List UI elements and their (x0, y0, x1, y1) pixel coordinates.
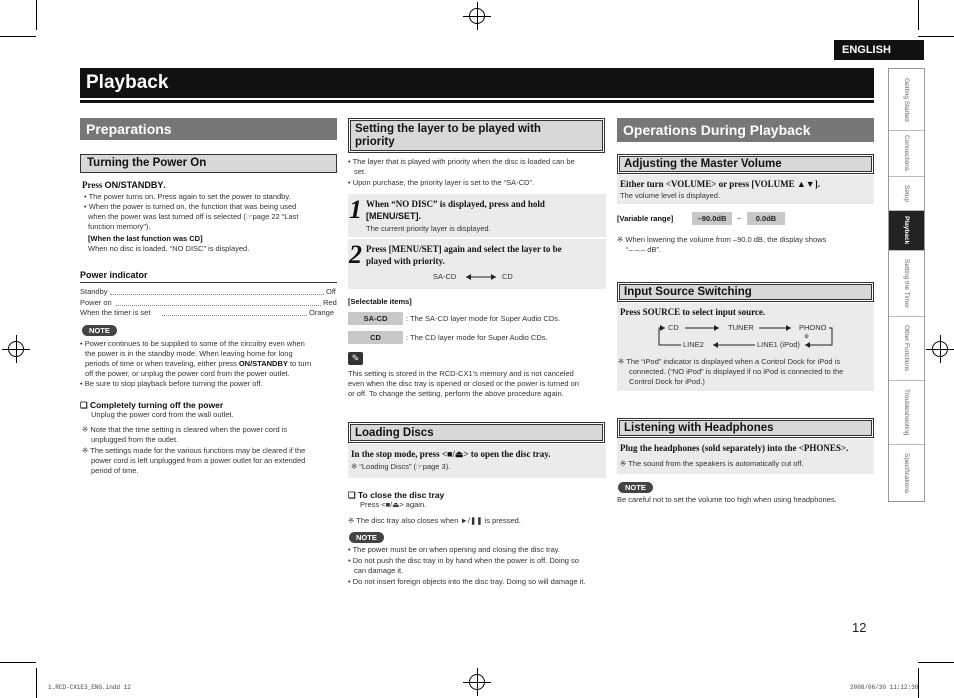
registration-mark (463, 2, 491, 30)
leader-dots (110, 294, 324, 295)
footer-file: 1.RCD-CX1E3_ENG.indd 12 (48, 684, 131, 691)
layer-option: CD (502, 272, 513, 281)
variable-range-label: [Variable range] (617, 214, 674, 223)
tab-troubleshooting[interactable]: Troubleshooting (889, 381, 924, 445)
heading-headphones: Listening with Headphones (617, 418, 874, 438)
layer-bullet: • The layer that is played with priority when the disc is loaded can be (348, 157, 575, 166)
note-text: periods of time or when traveling, either press ON/STANDBY to turn (85, 359, 312, 368)
note-text: • Do not insert foreign objects into the disc tray. Doing so will damage it. (348, 577, 586, 586)
step-1-number: 1 (349, 195, 362, 224)
layer-bullet: • Upon purchase, the priority layer is set to the “SA-CD”. (348, 178, 535, 187)
source-cd: CD (668, 323, 679, 332)
memo-text: even when the disc tray is opened or closed or the power is turned on (348, 379, 579, 388)
volume-note: “– –.– dB”. (626, 245, 662, 254)
headphones-note: Be careful not to set the volume too high when using headphones. (617, 495, 837, 504)
input-instruction: Press SOURCE to select input source. (620, 307, 766, 317)
note-text: • The power must be on when opening and closing the disc tray. (348, 545, 561, 554)
range-separator: ~ (737, 214, 742, 223)
page-number: 12 (852, 620, 867, 635)
tab-setting-timer[interactable]: Setting the Timer (889, 251, 924, 317)
registration-mark (2, 335, 30, 363)
section-operations-during-playback: Operations During Playback (617, 118, 874, 142)
completely-off-note: power cord is left unplugged from a power outlet for an extended (91, 456, 306, 465)
tab-other-functions[interactable]: Other Functions (889, 317, 924, 381)
tab-getting-started[interactable]: Getting Started (889, 69, 924, 131)
note-text: off the power, or unplug the power cord from the power outlet. (85, 369, 290, 378)
step-1-subtext: The current priority layer is displayed. (366, 224, 491, 233)
tab-specifications[interactable]: Specifications (903, 452, 910, 494)
heading-turning-power-on: Turning the Power On (80, 154, 337, 173)
loading-discs-ref: ※ “Loading Discs” (☞page 3). (351, 462, 451, 471)
range-min: –90.0dB (692, 212, 732, 225)
step-2-text: Press [MENU/SET] again and select the layer to be (366, 244, 562, 254)
step-1-key: [MENU/SET]. (366, 211, 421, 221)
indicator-label: When the timer is set (80, 308, 151, 317)
volume-instruction: Either turn <VOLUME> or press [VOLUME ▲▼]. (620, 179, 820, 189)
input-note: connected. (“NO iPod” is displayed if no iPod is connected to the (629, 367, 844, 376)
layer-bullet: set. (354, 167, 367, 176)
close-tray-note: ※ The disc tray also closes when ►/❚❚ is pressed. (348, 516, 521, 525)
note-badge: NOTE (82, 325, 117, 336)
crop-mark (918, 668, 919, 698)
volume-subtext: The volume level is displayed. (620, 191, 721, 200)
crop-mark (0, 36, 36, 37)
footer-datetime: 2008/06/30 11:12:38 (850, 684, 919, 691)
indicator-label: Standby (80, 287, 108, 296)
cd-function-heading: [When the last function was CD] (88, 234, 203, 243)
step-2-number: 2 (349, 240, 362, 269)
note-text: • Power continues to be supplied to some of the circuitry even when (80, 339, 305, 348)
completely-off-note: ※ Note that the time setting is cleared when the power cord is (82, 425, 288, 434)
source-tuner: TUNER (728, 323, 754, 332)
crop-mark (918, 36, 954, 37)
item-desc: : The CD layer mode for Super Audio CDs. (406, 333, 548, 342)
tab-playback[interactable]: Playback (889, 211, 924, 251)
item-desc: : The SA-CD layer mode for Super Audio CDs. (406, 314, 561, 323)
page-title: Playback (80, 68, 874, 98)
completely-off-heading: ❑ Completely turning off the power (80, 400, 224, 410)
volume-note: ※ When lowering the volume from –90.0 dB, the display shows (617, 235, 827, 244)
step-1-text: When “NO DISC” is displayed, press and hold (366, 199, 545, 209)
memo-text: or off. To change the setting, perform the above procedure again. (348, 389, 564, 398)
divider (80, 282, 337, 283)
headphones-subtext: ※ The sound from the speakers is automatically cut off. (620, 459, 804, 468)
title-rule (80, 100, 874, 103)
completely-off-note: unplugged from the outlet. (91, 435, 179, 444)
input-note: Control Dock for iPod.) (629, 377, 705, 386)
note-text: • Be sure to stop playback before turning the power off. (80, 379, 263, 388)
input-note: ※ The “iPod” indicator is displayed when a Control Dock for iPod is (618, 357, 841, 366)
heading-layer-priority: Setting the layer to be played with priority (348, 118, 605, 153)
source-phono: PHONO (799, 323, 827, 332)
source-line2: LINE2 (683, 340, 704, 349)
layer-option: SA-CD (433, 272, 457, 281)
item-key: CD (348, 331, 403, 344)
language-label: ENGLISH (834, 40, 924, 60)
indicator-value: Orange (309, 308, 335, 317)
tab-setup[interactable]: Setup (889, 177, 924, 211)
completely-off-text: Unplug the power cord from the wall outlet. (91, 410, 234, 419)
power-indicator-heading: Power indicator (80, 270, 148, 280)
memo-text: This setting is stored in the RCD-CX1’s memory and is not canceled (348, 369, 574, 378)
close-tray-heading: ❑ To close the disc tray (348, 490, 445, 500)
toggle-arrow-icon (463, 272, 499, 282)
note-text: can damage it. (354, 566, 404, 575)
crop-mark (0, 662, 36, 663)
crop-mark (918, 662, 954, 663)
completely-off-note: period of time. (91, 466, 139, 475)
note-text: • Do not push the disc tray in by hand when the power is off. Doing so (348, 556, 579, 565)
indicator-label: Power on (80, 298, 112, 307)
source-mark: ※ (804, 334, 810, 340)
heading-loading-discs: Loading Discs (348, 422, 605, 443)
memo-icon: ✎ (348, 352, 363, 365)
tab-connections[interactable]: Connections (889, 131, 924, 177)
power-on-bullet: when the power was last turned off is selected (☞page 22 “Last (88, 212, 299, 221)
crop-mark (36, 0, 37, 30)
step-2-text: played with priority. (366, 256, 445, 266)
section-preparations: Preparations (80, 118, 337, 140)
source-line1: LINE1 (iPod) (757, 340, 800, 349)
crop-mark (918, 0, 919, 30)
indicator-value: Off (326, 287, 336, 296)
loading-discs-instruction: In the stop mode, press <■/⏏> to open the disc tray. (351, 449, 551, 459)
power-on-bullet: • The power turns on. Press again to set the power to standby. (84, 192, 291, 201)
registration-mark (463, 668, 491, 696)
note-badge: NOTE (349, 532, 384, 543)
crop-mark (36, 668, 37, 698)
registration-mark (926, 335, 954, 363)
heading-master-volume: Adjusting the Master Volume (617, 154, 874, 174)
item-key: SA-CD (348, 312, 403, 325)
headphones-instruction: Plug the headphones (sold separately) into the <PHONES>. (620, 443, 849, 453)
range-max: 0.0dB (747, 212, 785, 225)
close-tray-text: Press <■/⏏> again. (360, 500, 427, 509)
power-on-bullet: • When the power is turned on, the function that was being used (84, 202, 297, 211)
completely-off-note: ※ The settings made for the various functions may be cleared if the (82, 446, 306, 455)
side-tabs (888, 68, 925, 502)
cd-function-text: When no disc is loaded, “NO DISC” is displayed. (88, 244, 250, 253)
source-cycle-arrows-icon (655, 322, 835, 352)
note-badge: NOTE (618, 482, 653, 493)
power-on-bullet: function memory”). (88, 222, 151, 231)
heading-input-source: Input Source Switching (617, 282, 874, 302)
press-on-standby: Press ON/STANDBY. (82, 180, 166, 190)
indicator-value: Red (323, 298, 337, 307)
selectable-items-heading: [Selectable items] (348, 297, 412, 306)
note-text: the power is in the standby mode. When leaving home for long (85, 349, 293, 358)
leader-dots (162, 315, 307, 316)
leader-dots (116, 305, 321, 306)
